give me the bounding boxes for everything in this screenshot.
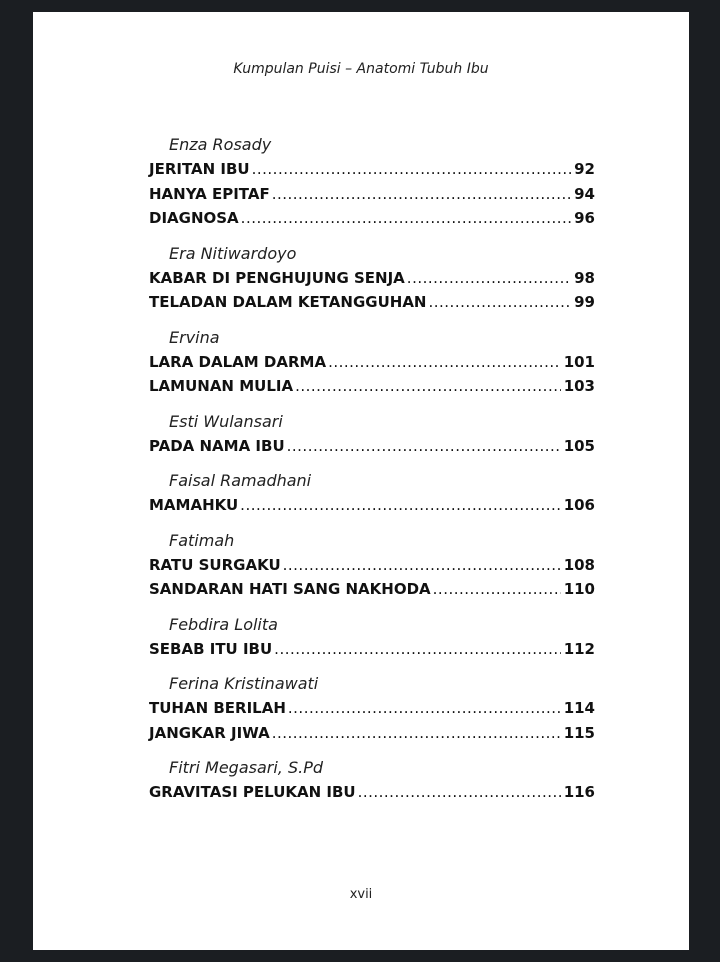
- author-group: [149, 528, 595, 602]
- author-name: Era Nitiwardoyo: [169, 243, 297, 263]
- toc-entry[interactable]: [149, 780, 595, 805]
- toc-entry[interactable]: [149, 290, 595, 315]
- author-name: Fatimah: [169, 530, 235, 550]
- entry-page-number: 103: [563, 377, 595, 395]
- author-name: Fitri Megasari, S.Pd: [169, 758, 324, 777]
- entry-page-number: 96: [574, 209, 595, 227]
- author-group: [149, 671, 595, 745]
- dot-leader: [288, 696, 561, 721]
- author-group: [149, 241, 595, 315]
- dot-leader: [283, 553, 561, 578]
- entry-page-number: 114: [563, 699, 595, 717]
- author-group: [149, 468, 595, 518]
- toc-entry[interactable]: [149, 182, 595, 207]
- author-group: [149, 612, 595, 662]
- entry-page-number: 101: [563, 352, 595, 371]
- author-group: [149, 409, 595, 459]
- author-name: Ferina Kristinawati: [169, 674, 319, 693]
- entry-page-number: 98: [574, 268, 595, 287]
- author-name: Esti Wulansari: [169, 411, 283, 431]
- entry-title: PADA NAMA IBU: [149, 436, 285, 455]
- table-of-contents: [149, 132, 595, 815]
- author-group: [149, 755, 595, 805]
- entry-title: TUHAN BERILAH: [149, 699, 286, 717]
- dot-leader: [272, 182, 571, 207]
- entry-page-number: 106: [563, 496, 595, 514]
- entry-page-number: 116: [563, 783, 595, 801]
- dot-leader: [358, 780, 561, 805]
- entry-page-number: 112: [563, 639, 595, 658]
- toc-entry[interactable]: [149, 206, 595, 231]
- entry-title: MAMAHKU: [149, 496, 239, 514]
- document-page: [33, 12, 689, 950]
- toc-entry[interactable]: [149, 637, 595, 662]
- entry-page-number: 94: [574, 184, 595, 203]
- entry-page-number: 99: [574, 293, 595, 311]
- entry-page-number: 115: [563, 723, 595, 742]
- toc-entry[interactable]: [149, 493, 595, 518]
- page-number: xvii: [349, 887, 373, 902]
- author-name: Faisal Ramadhani: [169, 471, 312, 490]
- author-name: Febdira Lolita: [169, 614, 278, 634]
- dot-leader: [241, 206, 571, 231]
- dot-leader: [407, 266, 571, 291]
- author-name: Enza Rosady: [169, 135, 272, 154]
- entry-title: LAMUNAN MULIA: [149, 377, 294, 395]
- author-name: Ervina: [169, 327, 220, 347]
- entry-title: DIAGNOSA: [149, 209, 239, 227]
- entry-page-number: 105: [563, 436, 595, 455]
- entry-title: HANYA EPITAF: [149, 184, 270, 203]
- running-header: Kumpulan Puisi – Anatomi Tubuh Ibu: [233, 61, 489, 77]
- entry-title: LARA DALAM DARMA: [149, 352, 327, 371]
- toc-entry[interactable]: [149, 696, 595, 721]
- dot-leader: [295, 374, 561, 399]
- entry-page-number: 92: [574, 160, 595, 178]
- dot-leader: [252, 157, 572, 182]
- dot-leader: [287, 434, 561, 459]
- entry-title: TELADAN DALAM KETANGGUHAN: [149, 293, 427, 311]
- toc-entry[interactable]: [149, 374, 595, 399]
- entry-title: SEBAB ITU IBU: [149, 639, 273, 658]
- entry-title: GRAVITASI PELUKAN IBU: [149, 783, 356, 801]
- toc-entry[interactable]: [149, 157, 595, 182]
- dot-leader: [272, 721, 561, 746]
- toc-entry[interactable]: [149, 577, 595, 602]
- entry-title: RATU SURGAKU: [149, 555, 281, 574]
- author-group: [149, 132, 595, 231]
- dot-leader: [433, 577, 561, 602]
- entry-page-number: 108: [563, 555, 595, 574]
- toc-entry[interactable]: [149, 350, 595, 375]
- entry-title: JANGKAR JIWA: [149, 723, 270, 742]
- toc-entry[interactable]: [149, 434, 595, 459]
- toc-entry[interactable]: [149, 721, 595, 746]
- entry-title: JERITAN IBU: [149, 160, 250, 178]
- author-group: [149, 325, 595, 399]
- entry-title: SANDARAN HATI SANG NAKHODA: [149, 580, 431, 598]
- toc-entry[interactable]: [149, 266, 595, 291]
- dot-leader: [328, 350, 561, 375]
- entry-title: KABAR DI PENGHUJUNG SENJA: [149, 268, 405, 287]
- entry-page-number: 110: [563, 580, 595, 598]
- toc-entry[interactable]: [149, 553, 595, 578]
- dot-leader: [274, 637, 561, 662]
- dot-leader: [240, 493, 561, 518]
- dot-leader: [428, 290, 571, 315]
